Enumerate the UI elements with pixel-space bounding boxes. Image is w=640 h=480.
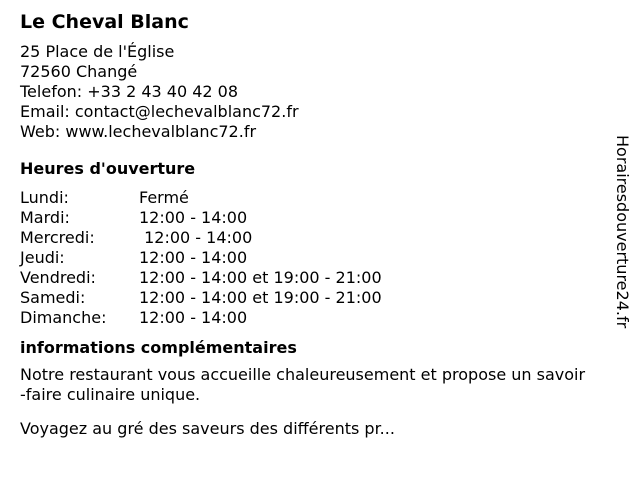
business-name: Le Cheval Blanc (20, 11, 189, 33)
opening-hours-heading: Heures d'ouverture (20, 159, 196, 178)
hours-time: 12:00 - 14:00 (139, 308, 248, 327)
hours-day: Jeudi: (20, 248, 65, 267)
hours-day: Lundi: (20, 188, 69, 207)
business-card (20, 10, 632, 439)
hours-time: 12:00 - 14:00 (139, 208, 248, 227)
site-watermark (612, 135, 632, 375)
opening-hours-table (20, 188, 632, 328)
hours-row-dimanche (20, 308, 632, 328)
hours-row-mercredi (20, 228, 632, 248)
watermark-text: Horairesdouverture24.fr (613, 135, 632, 329)
hours-time: 12:00 - 14:00 (139, 248, 248, 267)
description-line: -faire culinaire unique. (20, 385, 201, 404)
hours-row-vendredi (20, 268, 632, 288)
hours-time: 12:00 - 14:00 et 19:00 - 21:00 (139, 288, 382, 307)
additional-info-heading: informations complémentaires (20, 338, 297, 357)
description-paragraph (20, 365, 632, 405)
email-line: Email: contact@lechevalblanc72.fr (20, 102, 299, 121)
hours-day: Mercredi: (20, 228, 95, 247)
phone-line: Telefon: +33 2 43 40 42 08 (20, 82, 239, 101)
description-paragraph-truncated: Voyagez au gré des saveurs des différents pr... (20, 419, 395, 438)
hours-day: Mardi: (20, 208, 70, 227)
hours-time: 12:00 - 14:00 (139, 228, 253, 247)
hours-row-lundi (20, 188, 632, 208)
hours-row-samedi (20, 288, 632, 308)
hours-day: Samedi: (20, 288, 86, 307)
hours-time: Fermé (139, 188, 189, 207)
hours-row-jeudi (20, 248, 632, 268)
website-line: Web: www.lechevalblanc72.fr (20, 122, 257, 141)
hours-day: Vendredi: (20, 268, 96, 287)
hours-time: 12:00 - 14:00 et 19:00 - 21:00 (139, 268, 382, 287)
hours-day: Dimanche: (20, 308, 107, 327)
address-city: 72560 Changé (20, 62, 138, 81)
description-line: Notre restaurant vous accueille chaleureusement et propose un savoir (20, 365, 586, 384)
address-street: 25 Place de l'Église (20, 42, 175, 61)
hours-row-mardi (20, 208, 632, 228)
